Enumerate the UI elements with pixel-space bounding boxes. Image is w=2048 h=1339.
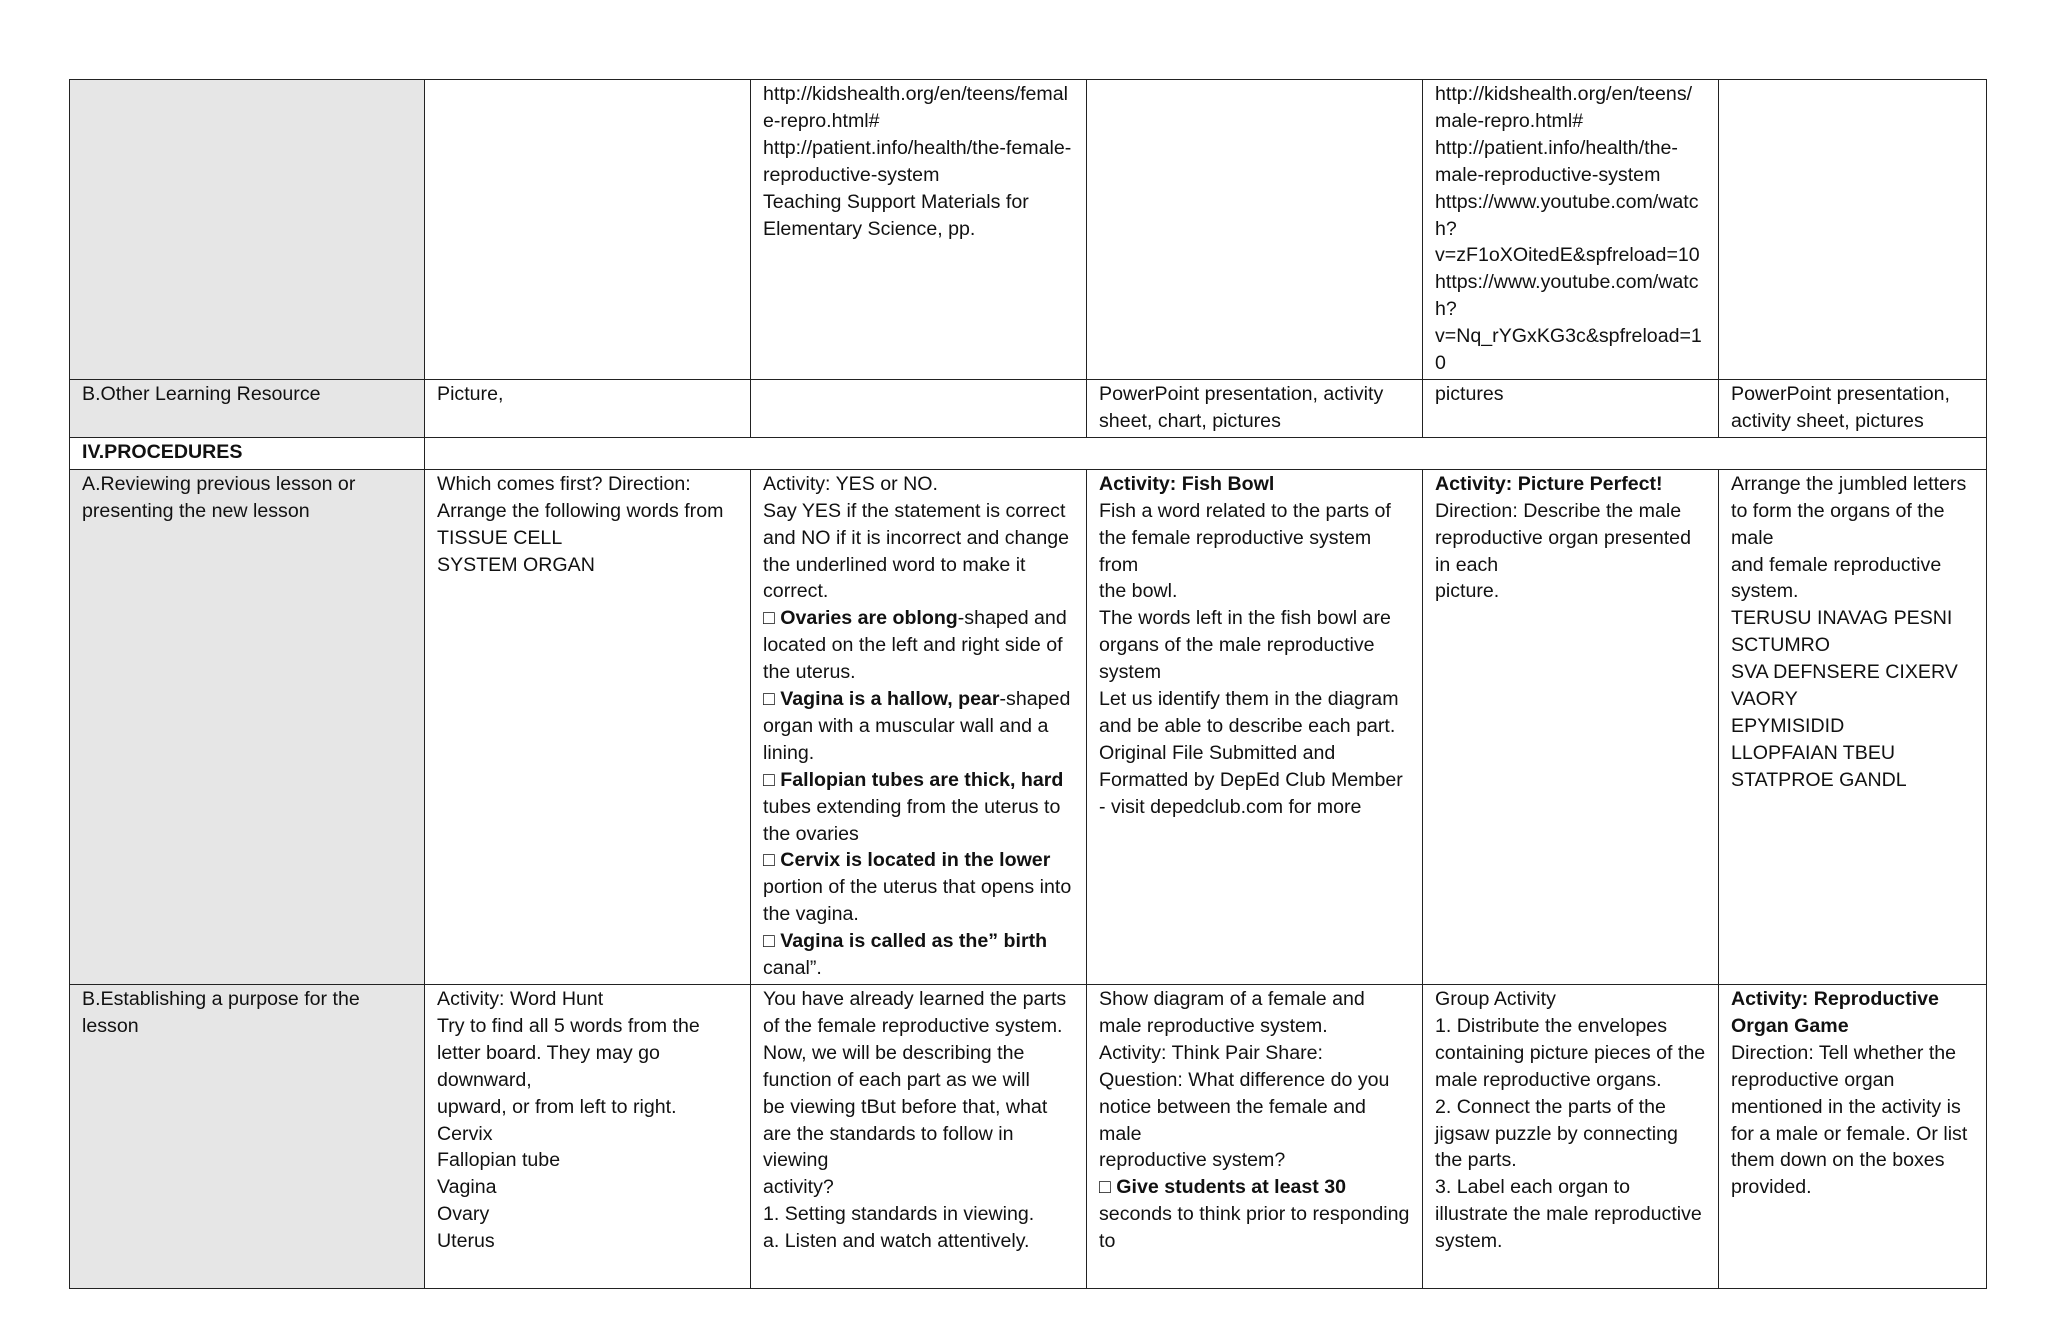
- yes-no-item-rest: canal”.: [763, 957, 822, 980]
- yes-no-item-bold: Ovaries are oblong: [774, 607, 958, 630]
- table-row-procedures-heading: [70, 437, 1987, 469]
- organ-game-body: Direction: Tell whether the reproductive organ mentioned in the activity is for a male or female. Or list them down on the boxes provided.: [1731, 1041, 1968, 1199]
- yes-no-item-bold: Fallopian tubes are thick, hard: [774, 768, 1064, 791]
- table-row-references: [70, 80, 1987, 380]
- yes-no-item-rest: -shaped and located on the left and right side of the uterus.: [763, 607, 1067, 684]
- reviewing-label: A.Reviewing previous lesson or presenting the new lesson: [70, 469, 425, 984]
- reviewing-col3: [1087, 469, 1423, 984]
- yes-no-item: [763, 849, 1071, 925]
- think-time-bold: Give students at least 30: [1110, 1176, 1347, 1199]
- yes-no-item: [763, 688, 1070, 764]
- references-col1-cell: [425, 80, 751, 380]
- reviewing-col1: Which comes first? Direction: Arrange the following words from TISSUE CELL SYSTEM ORGAN: [425, 469, 751, 984]
- checkbox-bullet-icon: □: [1099, 1176, 1111, 1199]
- procedures-section-heading: IV.PROCEDURES: [70, 437, 425, 469]
- other-resources-col4: pictures: [1423, 379, 1719, 437]
- other-resources-col3: PowerPoint presentation, activity sheet, chart, pictures: [1087, 379, 1423, 437]
- reviewing-col5: Arrange the jumbled letters to form the organs of the male and female reproductive system. TERUSU INAVAG PESNI SCTUMRO SVA DEFNSERE CIXERV VAORY EPYMISIDID LLOPFAIAN TBEU STATPROE GANDL: [1719, 469, 1987, 984]
- other-resources-col1: Picture,: [425, 379, 751, 437]
- organ-game-title: Activity: Reproductive Organ Game: [1731, 988, 1939, 1037]
- purpose-label: B.Establishing a purpose for the lesson: [70, 985, 425, 1289]
- purpose-col5: [1719, 985, 1987, 1289]
- yes-no-item-bold: Vagina is a hallow, pear: [774, 688, 1000, 711]
- reviewing-col4: [1423, 469, 1719, 984]
- fish-bowl-body: Fish a word related to the parts of the female reproductive system from the bowl. The words left in the fish bowl are organs of the male reproductive system Let us identify them in the diagram and be able to describe each part. Original File Submitted and Formatted by DepEd Club Member - visit depedclub.com for more: [1099, 499, 1403, 818]
- yes-no-item-rest: portion of the uterus that opens into the vagina.: [763, 876, 1072, 926]
- table-row-other-resources: [70, 379, 1987, 437]
- yes-no-item: [763, 930, 1047, 979]
- other-resources-col2: [751, 379, 1087, 437]
- references-col3-cell: [1087, 80, 1423, 380]
- picture-perfect-body: Direction: Describe the male reproductive organ presented in each picture.: [1435, 499, 1691, 603]
- other-resources-label: B.Other Learning Resource: [70, 379, 425, 437]
- checkbox-bullet-icon: □: [763, 930, 775, 953]
- purpose-col3: [1087, 985, 1423, 1289]
- purpose-col1: Activity: Word Hunt Try to find all 5 words from the letter board. They may go downward, upward, or from left to right. Cervix Fallopian tube Vagina Ovary Uterus: [425, 985, 751, 1289]
- references-col4-cell: http://kidshealth.org/en/teens/male-repro.html# http://patient.info/health/the-male-reproductive-system https://www.youtube.com/watch?v=zF1oXOitedE&spfreload=10 https://www.youtube.com/watch?v=Nq_rYGxKG3c&spfreload=10: [1423, 80, 1719, 380]
- yes-no-item: [763, 769, 1063, 845]
- purpose-col2: You have already learned the parts of the female reproductive system. Now, we will be describing the function of each part as we will be viewing tBut before that, what are the standards to follow in viewing activity? 1. Setting standards in viewing. a. Listen and watch attentively.: [751, 985, 1087, 1289]
- checkbox-bullet-icon: □: [763, 688, 775, 711]
- lesson-plan-table: [69, 79, 1987, 1289]
- reviewing-col2: [751, 469, 1087, 984]
- think-pair-share-text: Show diagram of a female and male reproductive system. Activity: Think Pair Share: Question: What difference do you notice between the female and male reproductive system?: [1099, 988, 1390, 1172]
- yes-no-item: [763, 607, 1067, 683]
- table-row-reviewing: [70, 469, 1987, 984]
- picture-perfect-title: Activity: Picture Perfect!: [1435, 472, 1663, 495]
- fish-bowl-title: Activity: Fish Bowl: [1099, 472, 1275, 495]
- checkbox-bullet-icon: □: [763, 768, 775, 791]
- table-row-purpose: [70, 985, 1987, 1289]
- yes-no-item-rest: -shaped organ with a muscular wall and a lining.: [763, 688, 1071, 764]
- procedures-heading-blank: [425, 437, 1987, 469]
- yes-no-intro: Activity: YES or NO. Say YES if the statement is correct and NO if it is incorrect and change the underlined word to make it correct.: [763, 472, 1070, 603]
- checkbox-bullet-icon: □: [763, 607, 775, 630]
- other-resources-col5: PowerPoint presentation, activity sheet, pictures: [1719, 379, 1987, 437]
- references-label-cell: [70, 80, 425, 380]
- yes-no-item-bold: Cervix is located in the lower: [774, 849, 1051, 872]
- checkbox-bullet-icon: □: [763, 849, 775, 872]
- think-time-rest: seconds to think prior to responding to: [1099, 1203, 1410, 1253]
- references-col2-cell: http://kidshealth.org/en/teens/female-repro.html# http://patient.info/health/the-female-reproductive-system Teaching Support Materials for Elementary Science, pp.: [751, 80, 1087, 380]
- yes-no-item-bold: Vagina is called as the” birth: [774, 930, 1048, 953]
- yes-no-item-rest: tubes extending from the uterus to the ovaries: [763, 795, 1061, 845]
- references-col5-cell: [1719, 80, 1987, 380]
- purpose-col4: Group Activity 1. Distribute the envelopes containing picture pieces of the male reproductive organs. 2. Connect the parts of the jigsaw puzzle by connecting the parts. 3. Label each organ to illustrate the male reproductive system.: [1423, 985, 1719, 1289]
